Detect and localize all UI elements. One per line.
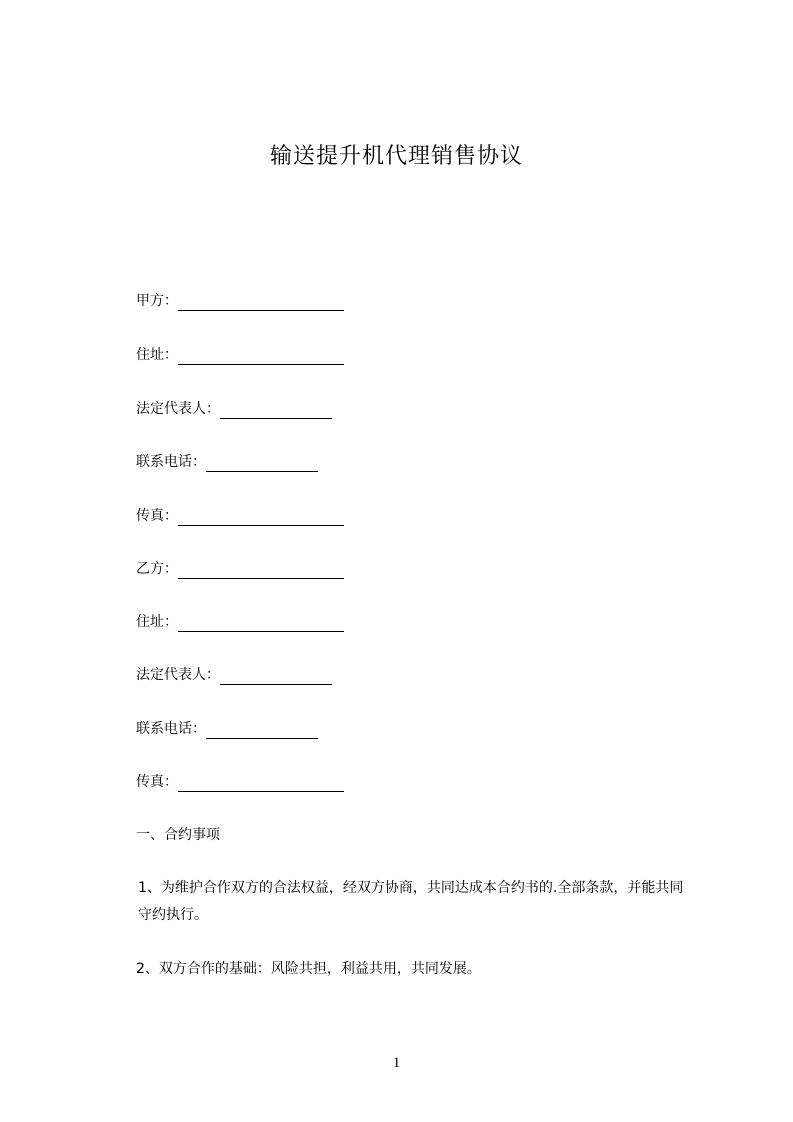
party-a-phone-label: 联系电话：	[136, 454, 206, 470]
party-b-phone-label: 联系电话：	[136, 721, 206, 737]
party-a-fax-field	[136, 506, 344, 526]
party-b-field	[136, 559, 344, 579]
party-b-address-label: 住址：	[136, 614, 178, 630]
party-a-blank[interactable]	[178, 295, 344, 311]
page-number: 1	[392, 1055, 401, 1071]
party-a-address-blank[interactable]	[178, 349, 344, 365]
party-b-legal-rep-label: 法定代表人：	[136, 667, 220, 683]
party-a-legal-rep-field	[136, 399, 332, 419]
party-b-blank[interactable]	[178, 563, 344, 579]
party-a-label: 甲方：	[136, 293, 178, 309]
party-a-legal-rep-label: 法定代表人：	[136, 401, 220, 417]
section-heading: 一、合约事项	[136, 827, 220, 843]
clause-1-text: 1、为维护合作双方的合法权益，经双方协商，共同达成本合约书的.全部条款，并能共同守约执行。	[138, 880, 684, 923]
party-b-fax-field	[136, 772, 344, 792]
party-b-legal-rep-field	[136, 665, 332, 685]
document-title: 输送提升机代理销售协议	[269, 144, 523, 169]
clause-paragraph	[106, 875, 696, 929]
party-a-address-field	[136, 345, 344, 365]
party-b-address-field	[136, 612, 344, 632]
party-b-label: 乙方：	[136, 561, 178, 577]
party-a-legal-rep-blank[interactable]	[220, 403, 332, 419]
party-a-address-label: 住址：	[136, 347, 178, 363]
party-a-fax-label: 传真：	[136, 508, 178, 524]
party-b-legal-rep-blank[interactable]	[220, 669, 332, 685]
clause-2-text: 2、双方合作的基础：风险共担，利益共用，共同发展。	[136, 961, 481, 977]
clause-paragraph	[106, 956, 696, 983]
party-b-fax-blank[interactable]	[178, 776, 344, 792]
party-a-phone-field	[136, 452, 318, 472]
party-b-address-blank[interactable]	[178, 616, 344, 632]
party-b-phone-blank[interactable]	[206, 723, 318, 739]
party-b-phone-field	[136, 719, 318, 739]
party-a-phone-blank[interactable]	[206, 456, 318, 472]
party-a-fax-blank[interactable]	[178, 510, 344, 526]
party-b-fax-label: 传真：	[136, 774, 178, 790]
party-a-field	[136, 291, 344, 311]
